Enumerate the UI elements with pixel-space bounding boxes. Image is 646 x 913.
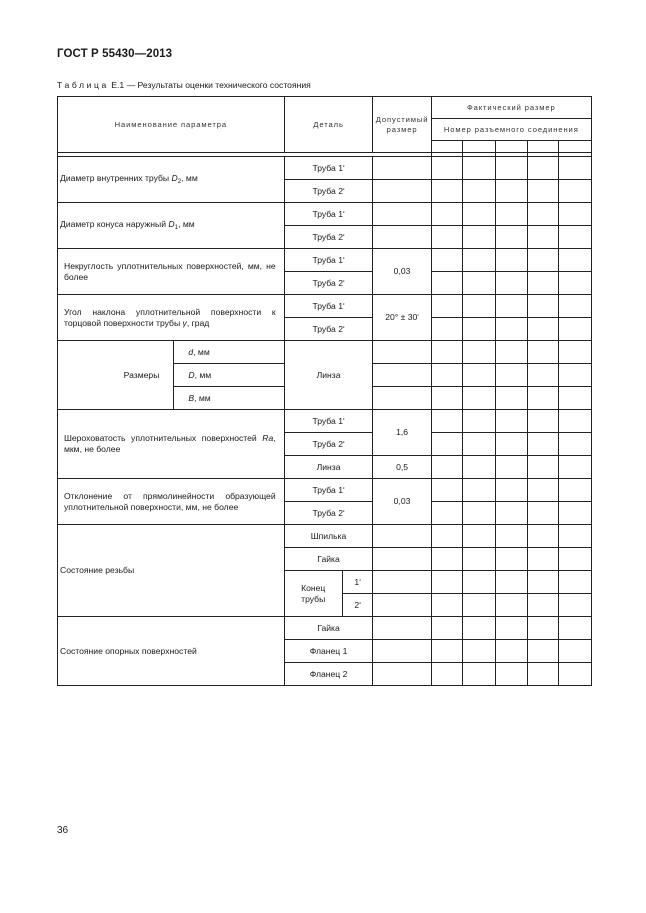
value-cell — [373, 157, 431, 180]
value-cell — [463, 387, 496, 410]
value-cell — [463, 410, 496, 433]
value-cell — [559, 387, 592, 410]
param-incline-angle: Угол наклона уплотнительной поверхности к торцовой поверхности трубы γ, град — [58, 295, 285, 341]
param-straightness: Отклонение от прямолинейности образующей уплотнительной поверхности, мм, не более — [58, 479, 285, 525]
value-cell — [495, 272, 527, 295]
header-allowable: Допустимый размер — [373, 97, 431, 153]
value-cell — [527, 387, 559, 410]
table-row — [58, 479, 592, 502]
value-cell — [559, 203, 592, 226]
detail-cell: Труба 2ʹ — [284, 226, 373, 249]
detail-cell: Гайка — [284, 548, 373, 571]
value-cell — [431, 249, 463, 272]
value-cell — [373, 364, 431, 387]
value-cell — [431, 663, 463, 686]
value-cell — [431, 456, 463, 479]
value-cell — [431, 433, 463, 456]
value-cell — [527, 249, 559, 272]
table-row — [58, 295, 592, 318]
value-cell — [495, 364, 527, 387]
value-cell — [495, 571, 527, 594]
value-cell — [431, 203, 463, 226]
value-cell — [527, 571, 559, 594]
allowable-value: 20° ± 30ʹ — [373, 295, 431, 341]
value-cell — [495, 318, 527, 341]
value-cell — [373, 203, 431, 226]
value-cell — [495, 617, 527, 640]
detail-cell: Труба 1ʹ — [284, 203, 373, 226]
value-cell — [495, 548, 527, 571]
value-cell — [431, 364, 463, 387]
value-cell — [495, 663, 527, 686]
allowable-value: 0,03 — [373, 249, 431, 295]
value-cell — [431, 387, 463, 410]
value-cell — [431, 157, 463, 180]
joint-cell — [559, 141, 592, 153]
detail-cell: Линза — [284, 456, 373, 479]
value-cell — [495, 594, 527, 617]
table-row — [58, 341, 592, 364]
value-cell — [431, 410, 463, 433]
table-row — [58, 617, 592, 640]
value-cell — [527, 594, 559, 617]
value-cell — [373, 387, 431, 410]
value-cell — [495, 180, 527, 203]
table-caption — [57, 80, 311, 90]
value-cell — [431, 272, 463, 295]
header-detail: Деталь — [284, 97, 373, 153]
value-cell — [373, 525, 431, 548]
value-cell — [527, 203, 559, 226]
subparam-d: d, мм — [174, 341, 284, 364]
value-cell — [495, 249, 527, 272]
detail-pipe-end: Конец трубы — [284, 571, 342, 617]
value-cell — [431, 318, 463, 341]
value-cell — [559, 525, 592, 548]
subparam-B: B, мм — [174, 387, 284, 410]
value-cell — [373, 594, 431, 617]
value-cell — [559, 157, 592, 180]
value-cell — [527, 479, 559, 502]
joint-cell — [495, 141, 527, 153]
detail-cell: Труба 2ʹ — [284, 502, 373, 525]
value-cell — [463, 479, 496, 502]
value-cell — [559, 502, 592, 525]
value-cell — [373, 548, 431, 571]
value-cell — [559, 433, 592, 456]
allowable-value: 1,6 — [373, 410, 431, 456]
detail-cell: Линза — [284, 341, 373, 410]
detail-cell: Фланец 1 — [284, 640, 373, 663]
value-cell — [559, 226, 592, 249]
detail-cell: Гайка — [284, 617, 373, 640]
value-cell — [559, 456, 592, 479]
value-cell — [527, 410, 559, 433]
value-cell — [431, 594, 463, 617]
detail-cell: Фланец 2 — [284, 663, 373, 686]
value-cell — [463, 295, 496, 318]
value-cell — [431, 525, 463, 548]
value-cell — [527, 295, 559, 318]
value-cell — [527, 272, 559, 295]
document-code: ГОСТ Р 55430—2013 — [57, 48, 173, 60]
joint-cell — [431, 141, 463, 153]
detail-cell: Труба 1ʹ — [284, 249, 373, 272]
allowable-value: 0,03 — [373, 479, 431, 525]
value-cell — [463, 525, 496, 548]
value-cell — [495, 387, 527, 410]
value-cell — [463, 226, 496, 249]
detail-cell: Труба 1ʹ — [284, 157, 373, 180]
value-cell — [527, 525, 559, 548]
allowable-value: 0,5 — [373, 456, 431, 479]
value-cell — [527, 226, 559, 249]
value-cell — [559, 594, 592, 617]
param-outer-cone-diameter: Диаметр конуса наружный $D_1$, мм — [58, 203, 285, 249]
param-non-roundness: Некруглость уплотнительных поверхностей, мм, не более — [58, 249, 285, 295]
value-cell — [431, 571, 463, 594]
value-cell — [431, 479, 463, 502]
detail-cell: Труба 2ʹ — [284, 433, 373, 456]
value-cell — [527, 456, 559, 479]
value-cell — [495, 157, 527, 180]
value-cell — [431, 295, 463, 318]
header-joint-number: Номер разъемного соединения — [431, 119, 591, 141]
value-cell — [463, 157, 496, 180]
value-cell — [463, 433, 496, 456]
value-cell — [527, 318, 559, 341]
value-cell — [527, 364, 559, 387]
value-cell — [495, 226, 527, 249]
value-cell — [373, 571, 431, 594]
param-inner-diameter: Диаметр внутренних трубы $D_2$, мм — [58, 157, 285, 203]
value-cell — [559, 617, 592, 640]
value-cell — [463, 502, 496, 525]
value-cell — [527, 640, 559, 663]
value-cell — [559, 180, 592, 203]
table-row — [58, 203, 592, 226]
detail-cell: Труба 1ʹ — [284, 479, 373, 502]
value-cell — [527, 180, 559, 203]
param-support-surfaces: Состояние опорных поверхностей — [58, 617, 285, 686]
caption-text: Е.1 — Результаты оценки технического состояния — [108, 80, 311, 90]
detail-cell: Труба 1ʹ — [284, 410, 373, 433]
value-cell — [495, 525, 527, 548]
value-cell — [463, 548, 496, 571]
value-cell — [463, 364, 496, 387]
table-row — [58, 525, 592, 548]
value-cell — [527, 157, 559, 180]
value-cell — [559, 410, 592, 433]
value-cell — [495, 640, 527, 663]
value-cell — [495, 203, 527, 226]
pipe-end-item: 1ʹ — [342, 571, 373, 594]
value-cell — [495, 410, 527, 433]
value-cell — [463, 456, 496, 479]
table-row — [58, 157, 592, 180]
value-cell — [463, 341, 496, 364]
value-cell — [559, 295, 592, 318]
param-thread-condition: Состояние резьбы — [58, 525, 285, 617]
detail-cell: Труба 2ʹ — [284, 272, 373, 295]
value-cell — [495, 479, 527, 502]
table-row — [58, 410, 592, 433]
value-cell — [559, 548, 592, 571]
value-cell — [527, 617, 559, 640]
detail-cell: Шпилька — [284, 525, 373, 548]
value-cell — [559, 249, 592, 272]
subparam-D: D, мм — [174, 364, 284, 387]
detail-cell: Труба 2ʹ — [284, 180, 373, 203]
technical-condition-table — [57, 96, 592, 686]
value-cell — [463, 180, 496, 203]
value-cell — [495, 341, 527, 364]
value-cell — [373, 640, 431, 663]
value-cell — [559, 640, 592, 663]
value-cell — [431, 502, 463, 525]
param-dimensions: Размеры — [58, 341, 174, 410]
value-cell — [463, 640, 496, 663]
value-cell — [463, 203, 496, 226]
table-row — [58, 249, 592, 272]
page-number: 36 — [57, 825, 69, 836]
value-cell — [495, 456, 527, 479]
value-cell — [527, 502, 559, 525]
value-cell — [431, 226, 463, 249]
value-cell — [527, 433, 559, 456]
value-cell — [527, 548, 559, 571]
value-cell — [431, 341, 463, 364]
value-cell — [559, 364, 592, 387]
value-cell — [495, 502, 527, 525]
value-cell — [431, 180, 463, 203]
value-cell — [495, 295, 527, 318]
value-cell — [559, 272, 592, 295]
value-cell — [463, 272, 496, 295]
value-cell — [463, 249, 496, 272]
header-row — [58, 97, 592, 119]
value-cell — [373, 226, 431, 249]
header-parameter: Наименование параметра — [58, 97, 285, 153]
value-cell — [495, 433, 527, 456]
header-actual: Фактический размер — [431, 97, 591, 119]
caption-prefix: Таблица — [57, 80, 109, 90]
detail-cell: Труба 1ʹ — [284, 295, 373, 318]
value-cell — [463, 571, 496, 594]
value-cell — [463, 663, 496, 686]
param-roughness: Шероховатость уплотнительных поверхностей Ra, мкм, не более — [58, 410, 285, 479]
value-cell — [373, 341, 431, 364]
detail-cell: Труба 2ʹ — [284, 318, 373, 341]
value-cell — [559, 663, 592, 686]
value-cell — [559, 571, 592, 594]
value-cell — [373, 663, 431, 686]
value-cell — [373, 617, 431, 640]
value-cell — [373, 180, 431, 203]
value-cell — [463, 318, 496, 341]
value-cell — [463, 617, 496, 640]
value-cell — [527, 663, 559, 686]
value-cell — [431, 617, 463, 640]
value-cell — [431, 640, 463, 663]
value-cell — [463, 594, 496, 617]
pipe-end-item: 2ʹ — [342, 594, 373, 617]
value-cell — [431, 548, 463, 571]
value-cell — [559, 341, 592, 364]
value-cell — [559, 479, 592, 502]
joint-cell — [463, 141, 496, 153]
value-cell — [527, 341, 559, 364]
value-cell — [559, 318, 592, 341]
joint-cell — [527, 141, 559, 153]
